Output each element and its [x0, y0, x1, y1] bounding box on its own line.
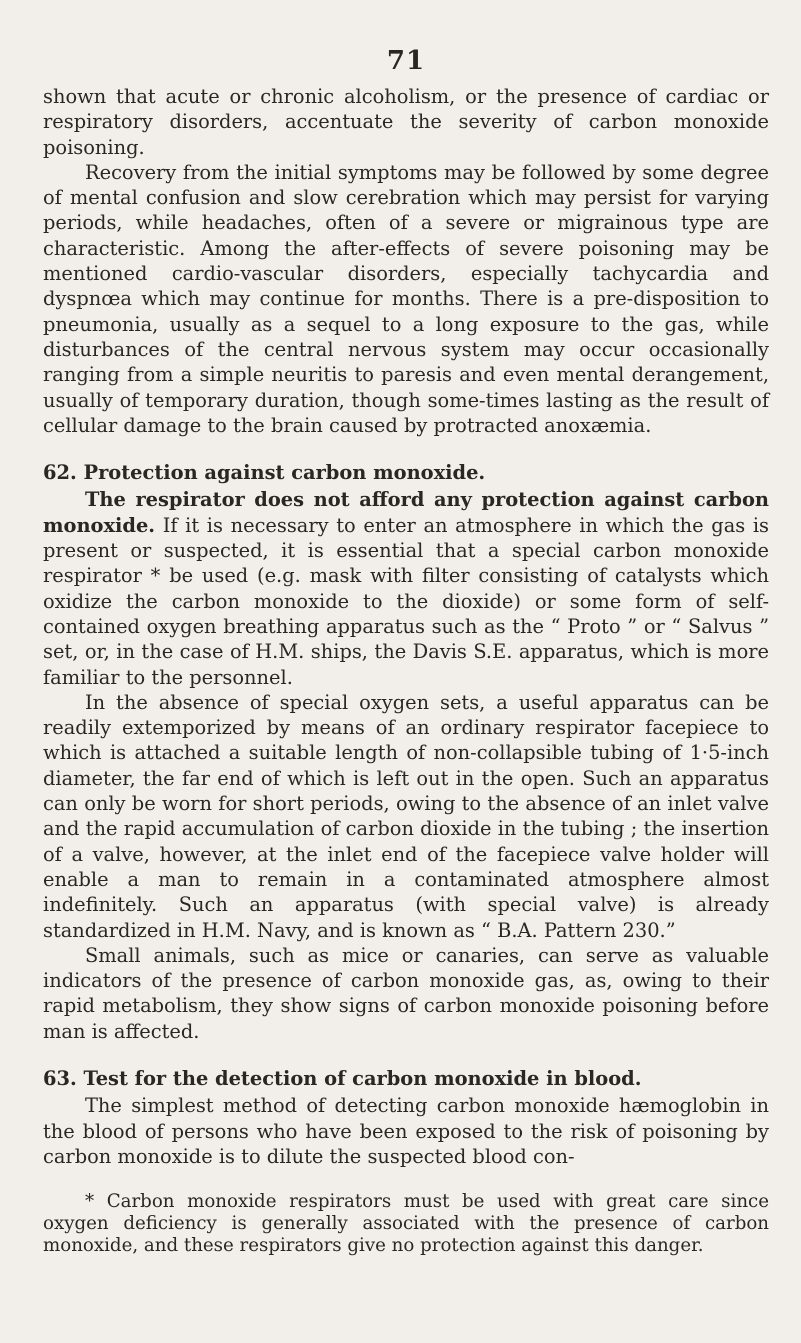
body-text	[43, 84, 769, 1257]
section-62-paragraph-1	[43, 487, 769, 689]
section-62-lead: The respirator does not afford any protection against carbon monoxide.	[43, 488, 769, 537]
recovery-paragraph: Recovery from the initial symptoms may be followed by some degree of mental confusion and slow cerebration which may persist for varying periods, while headaches, often of a severe or migrainous type are characteristic. Among the after-effects of severe poisoning may be mentioned cardio-vascular disorders, especially tachycardia and dyspnœa which may continue for months. There is a pre-disposition to pneumonia, usually as a sequel to a long exposure to the gas, while disturbances of the central nervous system may occur occasionally ranging from a simple neuritis to paresis and even mental derangement, usually of temporary duration, though some-times lasting as the result of cellular damage to the brain caused by protracted anoxæmia.	[43, 160, 769, 437]
section-62-heading: 62. Protection against carbon monoxide.	[43, 461, 486, 485]
section-63-heading: 63. Test for the detection of carbon monoxide in blood.	[43, 1066, 642, 1090]
intro-paragraph: shown that acute or chronic alcoholism, or the presence of cardiac or respiratory disorders, accentuate the severity of carbon monoxide poisoning.	[43, 85, 769, 159]
page-number: 71	[386, 46, 426, 76]
section-62-paragraph-3: Small animals, such as mice or canaries, can serve as valuable indicators of the presence of carbon monoxide gas, as, owing to their rapid metabolism, they show signs of carbon monoxide poisoning before man is affected.	[43, 943, 769, 1043]
section-63-paragraph-1: The simplest method of detecting carbon monoxide hæmoglobin in the blood of persons who have been exposed to the risk of poisoning by carbon monoxide is to dilute the suspected blood con-	[43, 1094, 769, 1168]
section-62-paragraph-1-text: If it is necessary to enter an atmosphere in which the gas is present or suspected, it is essential that a special carbon monoxide respirator * be used (e.g. mask with filter consisting of catalysts which oxidize the carbon monoxide to the dioxide) or some form of self-contained oxygen breathing apparatus such as the “ Proto ” or “ Salvus ” set, or, in the case of H.M. ships, the Davis S.E. apparatus, which is more familiar to the personnel.	[43, 513, 769, 689]
section-62-paragraph-2: In the absence of special oxygen sets, a useful apparatus can be readily extemporized by means of an ordinary respirator facepiece to which is attached a suitable length of non-collapsible tubing of 1·5-inch diameter, the far end of which is left out in the open. Such an apparatus can only be worn for short periods, owing to the absence of an inlet valve and the rapid accumulation of carbon dioxide in the tubing ; the insertion of a valve, however, at the inlet end of the facepiece valve holder will enable a man to remain in a contaminated atmosphere almost indefinitely. Such an apparatus (with special valve) is already standardized in H.M. Navy, and is known as “ B.A. Pattern 230.”	[43, 690, 769, 942]
footnote: * Carbon monoxide respirators must be used with great care since oxygen deficiency is generally associated with the presence of carbon monoxide, and these respirators give no protection against this danger.	[43, 1191, 769, 1257]
